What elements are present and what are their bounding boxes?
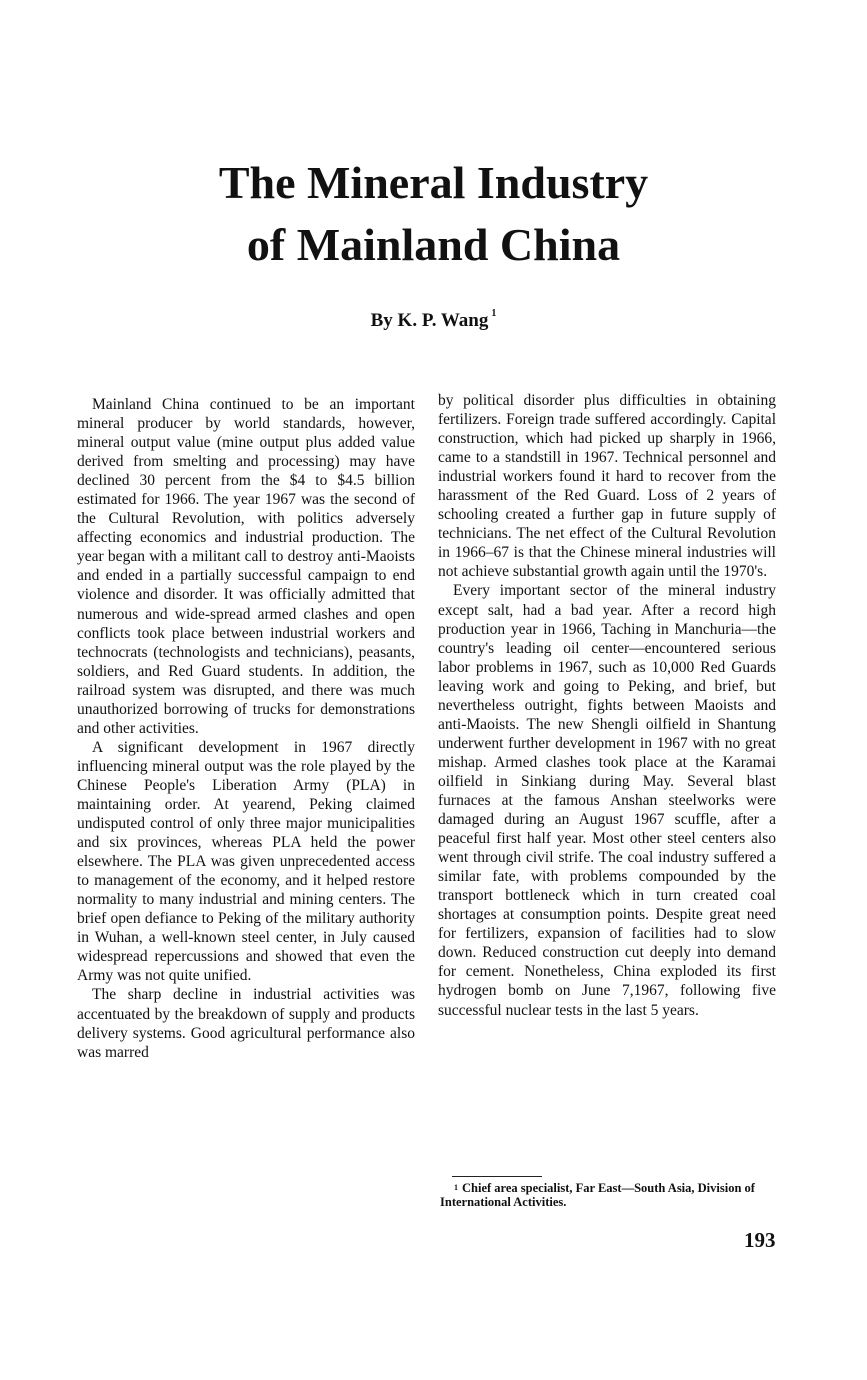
left-column bbox=[77, 395, 415, 1062]
author-byline bbox=[0, 310, 867, 332]
article-title bbox=[0, 152, 867, 276]
paragraph: Mainland China continued to be an important mineral producer by world standards, however, mineral output value (mine output plus added value derived from smelting and processing) may have declined 30 percent from the $4 to $4.5 billion estimated for 1966. The year 1967 was the second of the Cultural Revolution, with politics adversely affecting economics and industrial production. The year began with a militant call to destroy anti-Maoists and ended in a partially successful campaign to end violence and disorder. It was officially admitted that numerous and wide-spread armed clashes and open conflicts took place between industrial workers and technocrats (technologists and technicians), peasants, soldiers, and Red Guard students. In addition, the railroad system was disrupted, and there was much unauthorized borrowing of trucks for demonstrations and other activities. bbox=[77, 396, 415, 737]
footnote-text: Chief area specialist, Far East—South Asia, Division of International Activities. bbox=[440, 1181, 755, 1209]
paragraph: A significant development in 1967 directly influencing mineral output was the role played by the Chinese People's Liberation Army (PLA) in maintaining order. At yearend, Peking claimed undisputed control of only three major municipalities and six provinces, whereas PLA held the power elsewhere. The PLA was given unprecedented access to management of the economy, and it helped restore normality to many industrial and mining centers. The brief open defiance to Peking of the military authority in Wuhan, a well-known steel center, in July caused widespread repercussions and showed that even the Army was not quite unified. bbox=[77, 738, 415, 985]
title-line-2: of Mainland China bbox=[246, 219, 621, 270]
byline-footnote-mark: 1 bbox=[491, 308, 497, 319]
paragraph: Every important sector of the mineral industry except salt, had a bad year. After a record high production year in 1966, Taching in Manchuria—the country's leading oil center—encountered serious labor problems in 1967, such as 10,000 Red Guards leaving work and going to Peking, and brief, but nevertheless outright, fights between Maoists and anti-Maoists. The new Shengli oilfield in Shantung underwent further development in 1967 with no great mishap. Armed clashes took place at the Karamai oilfield in Sinkiang during May. Several blast furnaces at the famous Anshan steelworks were damaged during an August 1967 scuffle, after a peaceful first half year. Most other steel centers also went through civil strife. The coal industry suffered a similar fate, with problems compounded by the transport bottleneck which in turn created coal shortages at consumption points. Despite great need for fertilizers, expansion of facilities had to slow down. Reduced construction cut deeply into demand for cement. Nonetheless, China exploded its first hydrogen bomb on June 7,1967, following five successful nuclear tests in the last 5 years. bbox=[438, 582, 776, 1019]
author-name: By K. P. Wang bbox=[370, 310, 489, 331]
footnote bbox=[440, 1181, 785, 1209]
right-column bbox=[438, 391, 776, 1020]
footnote-mark: 1 bbox=[454, 1183, 458, 1192]
paragraph: The sharp decline in industrial activities was accentuated by the breakdown of supply and products delivery systems. Good agricultural performance also was marred bbox=[77, 986, 415, 1061]
footnote-divider bbox=[452, 1176, 542, 1177]
title-line-1: The Mineral Industry bbox=[218, 157, 649, 208]
page-number: 193 bbox=[744, 1228, 776, 1252]
paragraph-continuation: by political disorder plus difficulties in obtaining fertilizers. Foreign trade suffered accordingly. Capital construction, which had picked up sharply in 1966, came to a standstill in 1967. Technical personnel and industrial workers found it hard to recover from the harassment of the Red Guard. Loss of 2 years of schooling created a further gap in future supply of technicians. The net effect of the Cultural Revolution in 1966–67 is that the Chinese mineral industries will not achieve substantial growth again until the 1970's. bbox=[438, 392, 776, 581]
